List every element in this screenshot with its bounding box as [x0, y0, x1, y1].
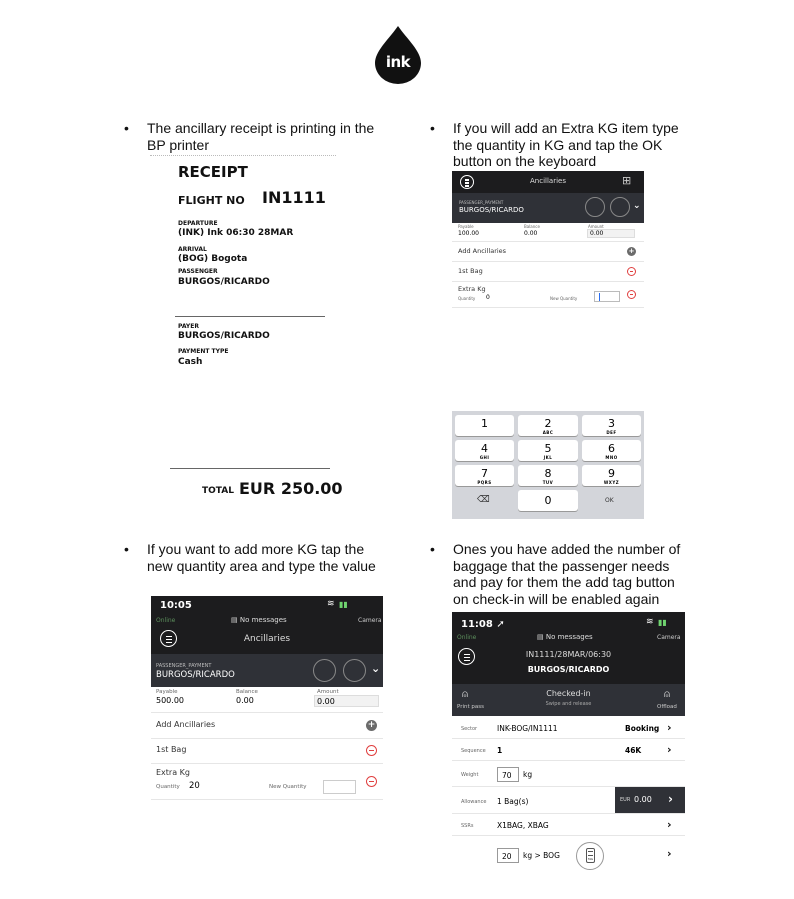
quantity-label: Quantity: [458, 296, 476, 301]
remove-extra-kg-icon[interactable]: [366, 776, 377, 787]
remove-first-bag-icon[interactable]: [627, 267, 636, 276]
bag-tag-icon: [586, 848, 595, 863]
battery-icon: ▮▮: [658, 618, 667, 627]
divider: [452, 760, 685, 761]
receipt-total-divider: [170, 468, 330, 469]
balance-value: 0.00: [236, 696, 254, 705]
weight-label: Weight: [461, 772, 479, 778]
receipt-payment-type-value: Cash: [178, 357, 203, 367]
offload-icon[interactable]: ⍝: [664, 689, 670, 700]
balance-label: Balance: [524, 224, 540, 229]
bullet-dot: •: [124, 120, 129, 136]
key-2[interactable]: 2 ABC: [518, 415, 578, 436]
camera-button[interactable]: Camera: [657, 634, 681, 641]
bullet-line: If you want to add more KG tap the: [147, 541, 365, 557]
payable-label: Payable: [156, 689, 178, 695]
checkin-swipe-bar[interactable]: [452, 684, 685, 716]
checkin-status: Checked-in: [546, 689, 591, 698]
card-payment-icon[interactable]: [343, 659, 366, 682]
wifi-icon: ≋: [646, 617, 654, 627]
divider: [452, 241, 644, 242]
receipt-passenger-value: BURGOS/RICARDO: [178, 277, 270, 287]
passenger-name: BURGOS/RICARDO: [156, 670, 235, 680]
bullet-dot: •: [124, 541, 129, 557]
sector-value: INK-BOG/IN1111: [497, 724, 558, 733]
wifi-icon: ≋: [327, 599, 335, 609]
battery-icon: ▮▮: [339, 600, 348, 609]
grid-menu-icon[interactable]: ⊞: [622, 174, 632, 187]
receipt-flight-label: FLIGHT NO: [178, 194, 245, 207]
allowance-currency: EUR: [620, 797, 631, 803]
bullet-line: new quantity area and type the value: [147, 557, 376, 574]
divider: [151, 799, 383, 800]
add-icon[interactable]: +: [367, 720, 376, 730]
sequence-label: Sequence: [461, 748, 486, 754]
remove-first-bag-icon[interactable]: [366, 745, 377, 756]
receipt-payment-type-label: PAYMENT TYPE: [178, 348, 229, 355]
passenger-header: [151, 654, 383, 687]
passenger-header: [452, 193, 644, 223]
weight-unit: kg: [523, 770, 533, 779]
screen-ancillaries-more-kg: [151, 596, 383, 881]
allowance-label: Allowance: [461, 799, 487, 805]
tag-destination: kg > BOG: [523, 851, 560, 860]
bullet-dot: •: [430, 120, 435, 136]
bullet-extra-kg: [430, 120, 723, 170]
divider: [151, 763, 383, 764]
weight-input[interactable]: [497, 767, 519, 782]
screen-title: Ancillaries: [530, 177, 566, 185]
payable-value: 100.00: [458, 230, 479, 237]
new-quantity-label: New Quantity: [269, 784, 307, 790]
receipt-arrival-value: (BOG) Bogota: [178, 254, 248, 264]
divider: [452, 261, 644, 262]
add-tag-button[interactable]: [576, 842, 604, 870]
first-bag-label: 1st Bag: [156, 745, 187, 754]
chevron-right-icon[interactable]: ›: [667, 818, 672, 831]
key-3[interactable]: 3 DEF: [582, 415, 641, 436]
add-ancillaries-label: Add Ancillaries: [458, 247, 507, 255]
receipt-payer-label: PAYER: [178, 323, 199, 330]
receipt-flight-no: IN1111: [262, 188, 326, 207]
passenger-payment-label: PASSENGER_PAYMENT: [156, 663, 212, 669]
clock: 11:08 ➚: [461, 619, 505, 630]
balance-value: 0.00: [524, 230, 538, 237]
amount-value: 0.00: [590, 230, 604, 237]
swipe-hint: Swipe and release: [545, 701, 592, 707]
printed-receipt: [150, 155, 343, 510]
key-9[interactable]: 9 WXYZ: [582, 465, 641, 486]
extra-kg-label: Extra Kg: [458, 285, 486, 293]
receipt-passenger-label: PASSENGER: [178, 268, 218, 275]
bullet-more-kg: [124, 541, 397, 574]
bullet-tag-enabled: [430, 541, 723, 607]
bullet-dot: •: [430, 541, 435, 557]
key-5[interactable]: 5 JKL: [518, 440, 578, 461]
ink-logo: [373, 25, 423, 85]
numeric-keypad: [452, 411, 644, 519]
remove-extra-kg-icon[interactable]: [627, 290, 636, 299]
allowance-amount: 0.00: [634, 795, 652, 804]
key-1[interactable]: 1: [455, 415, 514, 436]
key-4[interactable]: 4 GHI: [455, 440, 514, 461]
messages-indicator[interactable]: ▤ No messages: [537, 633, 593, 641]
bullet-line: BP printer: [147, 136, 209, 153]
key-8[interactable]: 8 TUV: [518, 465, 578, 486]
clock: 10:05: [160, 600, 192, 611]
bullet-line: Ones you have added the number of: [453, 541, 681, 557]
amount-field[interactable]: [587, 229, 635, 238]
chevron-right-icon[interactable]: ›: [667, 743, 672, 756]
text-cursor: [599, 293, 600, 301]
passenger-name: BURGOS/RICARDO: [527, 665, 610, 674]
key-7[interactable]: 7 PQRS: [455, 465, 514, 486]
receipt-departure-label: DEPARTURE: [178, 220, 218, 227]
divider: [452, 835, 685, 836]
divider: [151, 738, 383, 739]
top-bar: [452, 612, 685, 692]
online-status: Online: [156, 617, 176, 624]
ssrs-value: X1BAG, XBAG: [497, 821, 549, 830]
card-payment-icon[interactable]: [610, 197, 630, 217]
backspace-icon[interactable]: ⌫: [477, 495, 490, 505]
divider: [452, 738, 685, 739]
offload-label[interactable]: Offload: [657, 704, 677, 710]
ok-key[interactable]: OK: [605, 497, 614, 504]
chevron-down-icon[interactable]: ⌄: [633, 201, 641, 211]
passenger-payment-label: PASSENGER_PAYMENT: [459, 200, 504, 205]
divider: [452, 307, 644, 308]
receipt-total-value: EUR 250.00: [239, 479, 343, 498]
new-quantity-label: New Quantity: [550, 296, 578, 301]
receipt-title: RECEIPT: [178, 163, 248, 181]
extra-kg-label: Extra Kg: [156, 768, 190, 777]
bullet-line: the quantity in KG and tap the OK: [453, 136, 663, 153]
new-quantity-input[interactable]: [323, 780, 356, 794]
amount-value: 0.00: [317, 697, 335, 706]
screen-title: Ancillaries: [243, 634, 291, 644]
first-bag-label: 1st Bag: [458, 267, 483, 275]
top-bar: [151, 596, 383, 654]
screen-checked-in: [452, 612, 685, 874]
divider: [452, 281, 644, 282]
quantity-value: 0: [486, 294, 490, 301]
ssrs-label: SSRs: [461, 823, 474, 829]
divider: [151, 712, 383, 713]
print-pass-icon[interactable]: ⍝: [462, 689, 468, 700]
top-bar: [452, 171, 644, 193]
print-pass-label[interactable]: Print pass: [457, 704, 484, 710]
quantity-value: 20: [189, 781, 200, 791]
divider: [452, 813, 685, 814]
receipt-departure-value: (INK) Ink 06:30 28MAR: [178, 228, 294, 238]
new-quantity-input[interactable]: [594, 291, 620, 302]
amount-label: Amount: [317, 689, 339, 695]
booking-link[interactable]: Booking: [625, 724, 660, 733]
key-6[interactable]: 6 MNO: [582, 440, 641, 461]
bullet-line: baggage that the passenger needs: [453, 557, 670, 574]
allowance-payment-button[interactable]: [615, 787, 685, 813]
print-receipt-icon[interactable]: [585, 197, 605, 217]
print-receipt-icon[interactable]: [313, 659, 336, 682]
bullet-line: button on the keyboard: [453, 153, 597, 169]
payable-label: Payable: [458, 224, 474, 229]
receipt-total-label: TOTAL: [202, 486, 234, 496]
key-0[interactable]: 0: [518, 490, 578, 511]
bullet-line: If you will add an Extra KG item type: [453, 120, 679, 136]
flight-info: IN1111/28MAR/06:30: [525, 650, 612, 659]
receipt-arrival-label: ARRIVAL: [178, 246, 207, 253]
bullet-line: on check-in will be enabled again: [453, 590, 660, 607]
chevron-right-icon[interactable]: ›: [667, 847, 672, 860]
chevron-down-icon[interactable]: ⌄: [371, 662, 381, 675]
tag-label: TAG: [588, 858, 593, 861]
amount-label: Amount: [588, 224, 604, 229]
receipt-divider: [175, 316, 325, 317]
bullet-line: The ancillary receipt is printing in the: [147, 120, 375, 136]
screen-ancillaries-keypad: [452, 171, 644, 519]
bullet-line: and pay for them the add tag button: [453, 574, 675, 590]
sector-label: Sector: [461, 726, 478, 732]
chevron-right-icon: ›: [668, 792, 673, 806]
seat-number[interactable]: 46K: [625, 746, 642, 755]
camera-button[interactable]: Camera: [358, 617, 382, 624]
passenger-name: BURGOS/RICARDO: [459, 206, 524, 214]
amount-field[interactable]: [314, 695, 379, 707]
sequence-value: 1: [497, 746, 503, 755]
online-status: Online: [457, 634, 477, 641]
quantity-label: Quantity: [156, 784, 180, 790]
weight-value: 70: [502, 771, 512, 780]
allowance-value: 1 Bag(s): [497, 797, 529, 806]
payable-value: 500.00: [156, 696, 184, 705]
logo-text: ink: [385, 53, 411, 71]
tag-weight-value: 20: [502, 852, 512, 861]
messages-indicator[interactable]: ▤ No messages: [231, 616, 287, 624]
bullet-receipt: [124, 120, 397, 153]
tag-weight-input[interactable]: [497, 848, 519, 863]
balance-label: Balance: [236, 689, 258, 695]
receipt-tear-line: [150, 155, 336, 156]
receipt-payer-value: BURGOS/RICARDO: [178, 331, 270, 341]
chevron-right-icon[interactable]: ›: [667, 721, 672, 734]
add-icon[interactable]: +: [628, 247, 635, 255]
add-ancillaries-label: Add Ancillaries: [156, 720, 216, 729]
